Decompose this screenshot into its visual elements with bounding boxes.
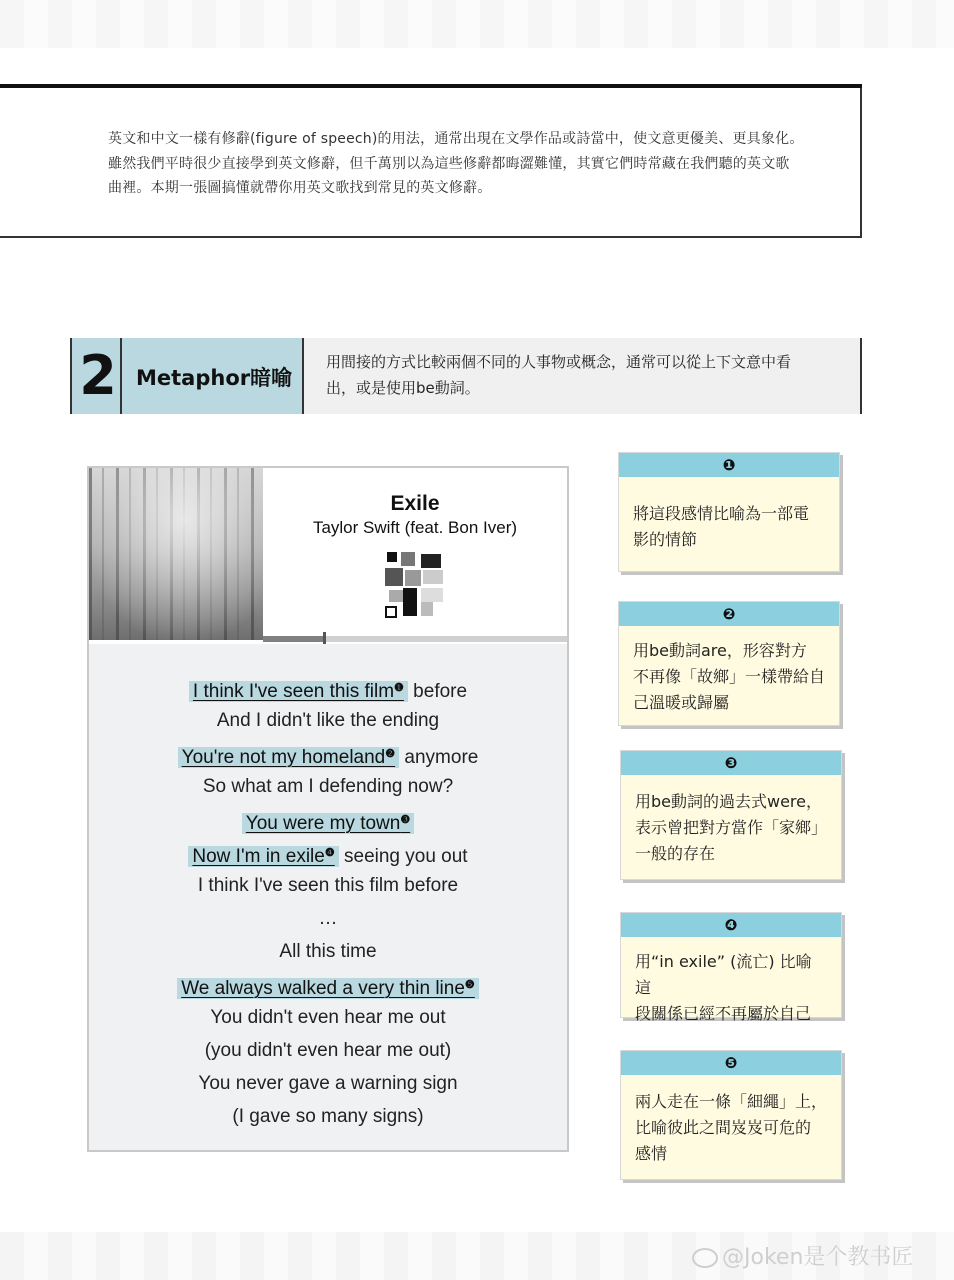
note-line: 用be動詞的過去式were，	[635, 792, 823, 811]
lyric-line	[89, 1072, 567, 1096]
weibo-icon	[692, 1248, 718, 1268]
lyric-text: You never gave a warning sign	[198, 1073, 458, 1094]
intro-line: 英文和中文一樣有修辭(figure of speech)的用法，通常出現在文學作品或詩當中，使文意更優美、更具象化。	[108, 131, 804, 147]
lyric-line	[89, 775, 567, 799]
song-progress-bar	[263, 636, 567, 642]
lyric-line	[89, 841, 567, 869]
note-body	[619, 626, 839, 716]
note-line: 段關係已經不再屬於自己	[635, 1004, 812, 1023]
lyric-text: So what am I defending now?	[202, 776, 454, 797]
note-body	[621, 1075, 841, 1167]
lyric-line	[89, 676, 567, 704]
song-header	[89, 468, 567, 644]
watermark	[692, 1240, 913, 1271]
intro-right-rule	[860, 88, 862, 236]
lyric-text: (you didn't even hear me out)	[204, 1040, 452, 1061]
metaphor-highlight	[177, 978, 479, 999]
note-number: ❷	[619, 602, 839, 626]
album-cover-image	[89, 468, 263, 640]
metaphor-text: We always walked a very thin line	[181, 978, 465, 999]
lyric-rest: seeing you out	[338, 846, 468, 867]
lyric-text: (I gave so many signs)	[232, 1106, 424, 1127]
lyric-rest: anymore	[399, 747, 479, 768]
note-card	[618, 452, 840, 572]
lyric-line	[89, 907, 567, 931]
lyric-line	[89, 874, 567, 898]
note-line: 一般的存在	[635, 844, 716, 863]
metaphor-marker: ❹	[324, 847, 335, 859]
note-number: ❺	[621, 1051, 841, 1075]
lyric-line	[89, 1105, 567, 1129]
note-line: 己溫暖或歸屬	[633, 693, 730, 712]
note-line: 將這段感情比喻為一部電	[633, 504, 810, 523]
note-number: ❸	[621, 751, 841, 775]
note-body	[621, 937, 841, 1027]
metaphor-highlight	[242, 813, 414, 834]
note-line: 比喻彼此之間岌岌可危的	[635, 1118, 812, 1137]
metaphor-text: You're not my homeland	[181, 747, 386, 768]
note-line: 用“in exile” (流亡) 比喻這	[635, 952, 812, 997]
note-card	[620, 750, 842, 880]
metaphor-text: I think I've seen this film	[192, 681, 395, 702]
metaphor-marker: ❺	[464, 979, 475, 991]
lyric-line	[89, 742, 567, 770]
note-line: 感情	[635, 1144, 668, 1163]
note-body	[621, 775, 841, 867]
section-description	[326, 349, 846, 401]
song-title: Exile	[390, 492, 440, 515]
metaphor-marker: ❸	[400, 814, 411, 826]
section-description-line: 用間接的方式比較兩個不同的人事物或概念，通常可以從上下文意中看	[326, 353, 792, 371]
note-line: 不再像「故鄉」一樣帶給自	[633, 667, 826, 686]
section-number: 2	[79, 344, 117, 407]
metaphor-highlight	[189, 681, 408, 702]
intro-line: 雖然我們平時很少直接學到英文修辭，但千萬別以為這些修辭都晦澀難懂，其實它們時常藏在我們聽的英文歌	[108, 155, 790, 172]
lyric-text: You didn't even hear me out	[210, 1007, 446, 1028]
note-line: 兩人走在一條「細繩」上，	[635, 1092, 828, 1111]
metaphor-highlight	[178, 747, 400, 768]
metaphor-highlight	[188, 846, 338, 867]
metaphor-marker: ❷	[385, 748, 396, 760]
intro-line: 曲裡。本期一張圖搞懂就帶你用英文歌找到常見的英文修辭。	[108, 180, 492, 196]
qr-code-image	[385, 552, 445, 620]
lyric-line	[89, 1039, 567, 1063]
note-card	[620, 1050, 842, 1180]
section-description-line: 出，或是使用be動詞。	[326, 379, 480, 397]
lyric-line	[89, 709, 567, 733]
intro-top-rule	[0, 84, 862, 88]
watermark-text: @Joken是个教书匠	[722, 1245, 914, 1270]
lyric-line	[89, 940, 567, 964]
top-decoration	[0, 0, 954, 48]
metaphor-text: Now I'm in exile	[192, 846, 325, 867]
lyric-text: I think I've seen this film before	[197, 875, 459, 896]
note-number: ❹	[621, 913, 841, 937]
lyric-rest: before	[407, 681, 468, 702]
note-number: ❶	[619, 453, 839, 477]
note-card	[618, 601, 840, 726]
lyrics-card	[87, 466, 569, 1152]
lyric-line	[89, 1006, 567, 1030]
section-label-block	[70, 338, 304, 414]
section-header	[70, 338, 862, 414]
song-progress-fill	[263, 636, 324, 642]
lyric-line	[89, 973, 567, 1001]
song-progress-knob	[323, 632, 326, 644]
metaphor-text: You were my town	[245, 813, 401, 834]
note-line: 用be動詞are，形容對方	[633, 641, 807, 660]
note-card	[620, 912, 842, 1023]
intro-paragraph	[108, 127, 838, 201]
lyric-text: And I didn't like the ending	[216, 710, 440, 731]
section-right-rule	[860, 338, 862, 414]
lyric-line	[89, 808, 567, 836]
section-title: Metaphor暗喻	[136, 366, 293, 390]
section-divider	[120, 338, 122, 414]
song-artist: Taylor Swift (feat. Bon Iver)	[312, 518, 518, 537]
lyric-text: All this time	[279, 941, 377, 962]
metaphor-marker: ❶	[394, 682, 404, 694]
note-line: 影的情節	[633, 530, 698, 549]
lyric-text: …	[318, 908, 338, 929]
note-body	[619, 477, 839, 553]
intro-bottom-rule	[0, 236, 862, 238]
note-line: 表示曾把對方當作「家鄉」	[635, 818, 828, 837]
